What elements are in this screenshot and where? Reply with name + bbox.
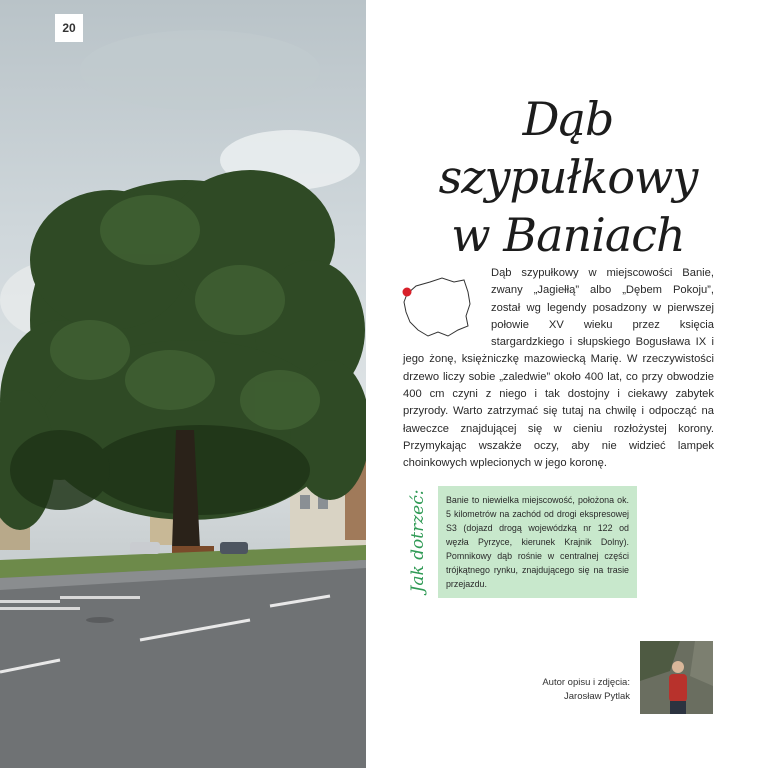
author-label: Autor opisu i zdjęcia: (542, 677, 630, 688)
page-title (398, 90, 738, 264)
description-text: Dąb szypułkowy w miejscowości Banie, zwany „Jagiełłą” albo „Dębem Pokoju”, został wg legendy posadzony w pierwszej połowie XV wieku przez księcia stargardzkiego i słupskiego Bogusława IX i jego żonę, księżniczkę mazowiecką Marię. W rzeczywistości drzewo liczy sobie „zaledwie” około 400 lat, co przy obwodzie 400 cm czyni z niego i tak dostojny i ciekawy zabytek przyrody. Warto zatrzymać się tutaj na chwilę i odpocząć na ławeczce znajdującej się w cieniu rozłożystej korony. Przymykając wszakże oczy, aby nie widzieć lampek choinkowych wplecionych w jego koronę. (403, 267, 714, 470)
author-name: Jarosław Pytlak (564, 691, 630, 702)
oak-tree-illustration (0, 0, 366, 768)
title-line-2: w Baniach (451, 208, 685, 262)
title-line-1: Dąb szypułkowy (438, 92, 698, 204)
author-credit (520, 676, 630, 704)
how-to-get-label (400, 489, 436, 593)
oak-tree-photo (0, 0, 366, 768)
author-photo (640, 641, 713, 714)
directions-box: Banie to niewielka miejscowość, położona ok. 5 kilometrów na zachód od drogi ekspresowej S3 (dojazd drogą wojewódzką nr 122 od węzła Pyrzyce, kierunek Krajnik Dolny). Pomnikowy dąb rośnie w centralnej części trójkątnego rynku, znajdującego się na trasie przejazdu. (438, 486, 637, 598)
page-number: 20 (55, 14, 83, 42)
how-to-get-label-text: Jak dotrzeć: (408, 489, 428, 593)
